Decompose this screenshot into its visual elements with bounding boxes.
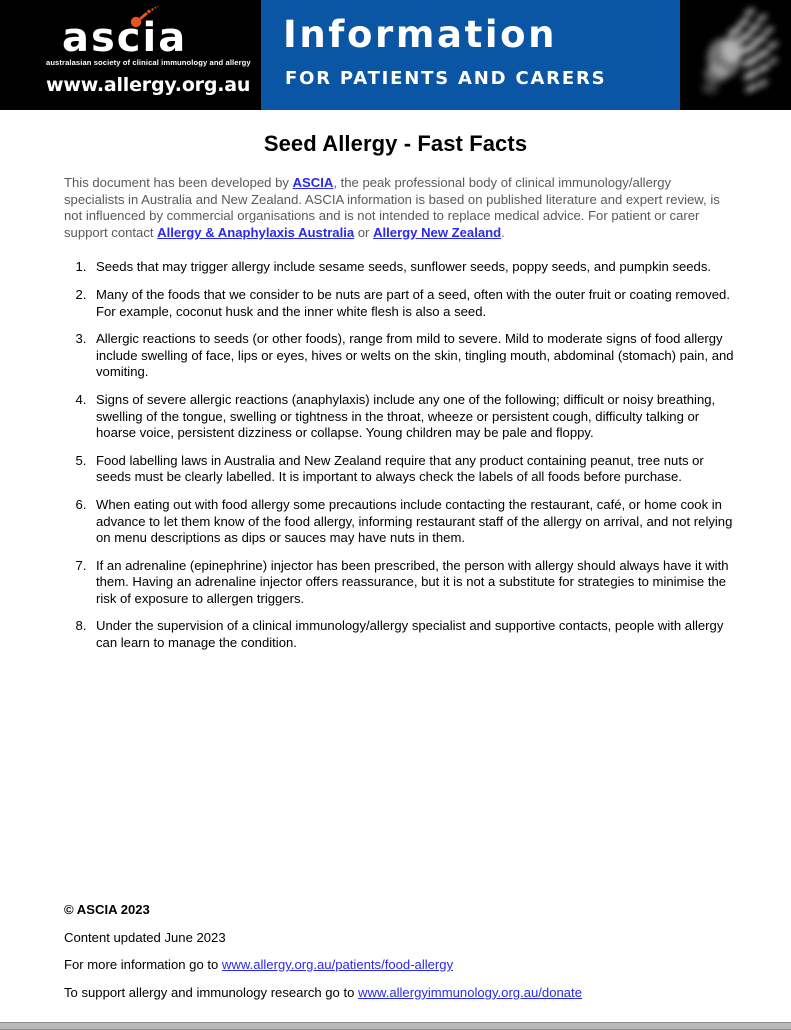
list-item: 6. When eating out with food allergy some precautions include contacting the restaurant, café, or home cook in advance to let them know of the food allergy, informing restaurant staff of the allergy on arrival, and not relying on menu descriptions as dips or sauces may have nuts in them. [90, 497, 735, 547]
document-footer [64, 902, 744, 1012]
footer-copyright: © ASCIA 2023 [64, 902, 150, 917]
feather-artwork-icon [680, 0, 791, 110]
footer-more-info-label: For more information go to [64, 957, 222, 973]
footer-updated: Content updated June 2023 [64, 929, 226, 945]
list-item: 1. Seeds that may trigger allergy include sesame seeds, sunflower seeds, poppy seeds, and pumpkin seeds. [90, 259, 735, 276]
link-food-allergy-page[interactable]: www.allergy.org.au/patients/food-allergy [221, 957, 454, 973]
ascia-logo-wordmark: ascia [62, 15, 188, 61]
link-ascia[interactable]: ASCIA [292, 175, 334, 190]
ascia-logo-url: www.allergy.org.au [46, 74, 251, 96]
intro-text-part-1: This document has been developed by [64, 175, 293, 190]
link-allergy-new-zealand[interactable]: Allergy New Zealand [373, 224, 502, 240]
intro-text-part-2: , the peak professional body of clinical immunology/allergy specialists in Australia and New Zealand. ASCIA information is based on published literature and expert review, is not influenced by commercial organisations and is not intended to replace medical advice. For patient or carer support contact [64, 175, 720, 240]
list-item: 7. If an adrenaline (epinephrine) injector has been prescribed, the person with allergy should always have it with them. Having an adrenaline injector offers reassurance, but it is not a substitute for strategies to minimise the risk of exposure to allergen triggers. [90, 558, 735, 608]
link-donate-page[interactable]: www.allergyimmunology.org.au/donate [358, 984, 582, 1000]
list-item: 2. Many of the foods that we consider to be nuts are part of a seed, often with the outer fruit or coating removed. For example, coconut husk and the inner white flesh is also a seed. [90, 287, 735, 320]
link-allergy-anaphylaxis-australia[interactable]: Allergy & Anaphylaxis Australia [157, 224, 355, 240]
ascia-logo-tagline: australasian society of clinical immunology and allergy [46, 58, 251, 67]
viewer-bottom-bar[interactable] [0, 1022, 791, 1030]
document-page [0, 112, 791, 1007]
footer-more-info [64, 957, 744, 974]
list-item: 4. Signs of severe allergic reactions (anaphylaxis) include any one of the following; difficult or noisy breathing, swelling of the tongue, swelling or tightness in the throat, wheeze or persistent cough, difficulty talking or hoarse voice, persistent dizziness or collapse. Young children may be pale and floppy. [90, 392, 735, 442]
footer-support [64, 985, 744, 1002]
intro-text-part-3: or [354, 224, 374, 240]
page-title: Seed Allergy - Fast Facts [263, 131, 528, 156]
banner-information-subtitle: FOR PATIENTS AND CARERS [285, 68, 607, 89]
ascia-logo [0, 0, 261, 110]
fast-facts-list [64, 259, 735, 651]
intro-text-part-4: . [501, 224, 505, 240]
banner-right-artwork-panel [680, 0, 791, 110]
list-item: 8. Under the supervision of a clinical immunology/allergy specialist and supportive contacts, people with allergy can learn to manage the condition. [90, 618, 735, 651]
intro-paragraph [64, 175, 727, 241]
banner-information-title: Information [283, 13, 558, 56]
list-item: 5. Food labelling laws in Australia and New Zealand require that any product containing peanut, tree nuts or seeds must be clearly labelled. It is important to always check the labels of all foods before purchase. [90, 453, 735, 486]
list-item: 3. Allergic reactions to seeds (or other foods), range from mild to severe. Mild to moderate signs of food allergy include swelling of face, lips or eyes, hives or welts on the skin, tingling mouth, abdominal (stomach) pain, and vomiting. [90, 331, 735, 381]
footer-support-label: To support allergy and immunology research go to [64, 984, 359, 1000]
page-header-banner [0, 0, 791, 110]
